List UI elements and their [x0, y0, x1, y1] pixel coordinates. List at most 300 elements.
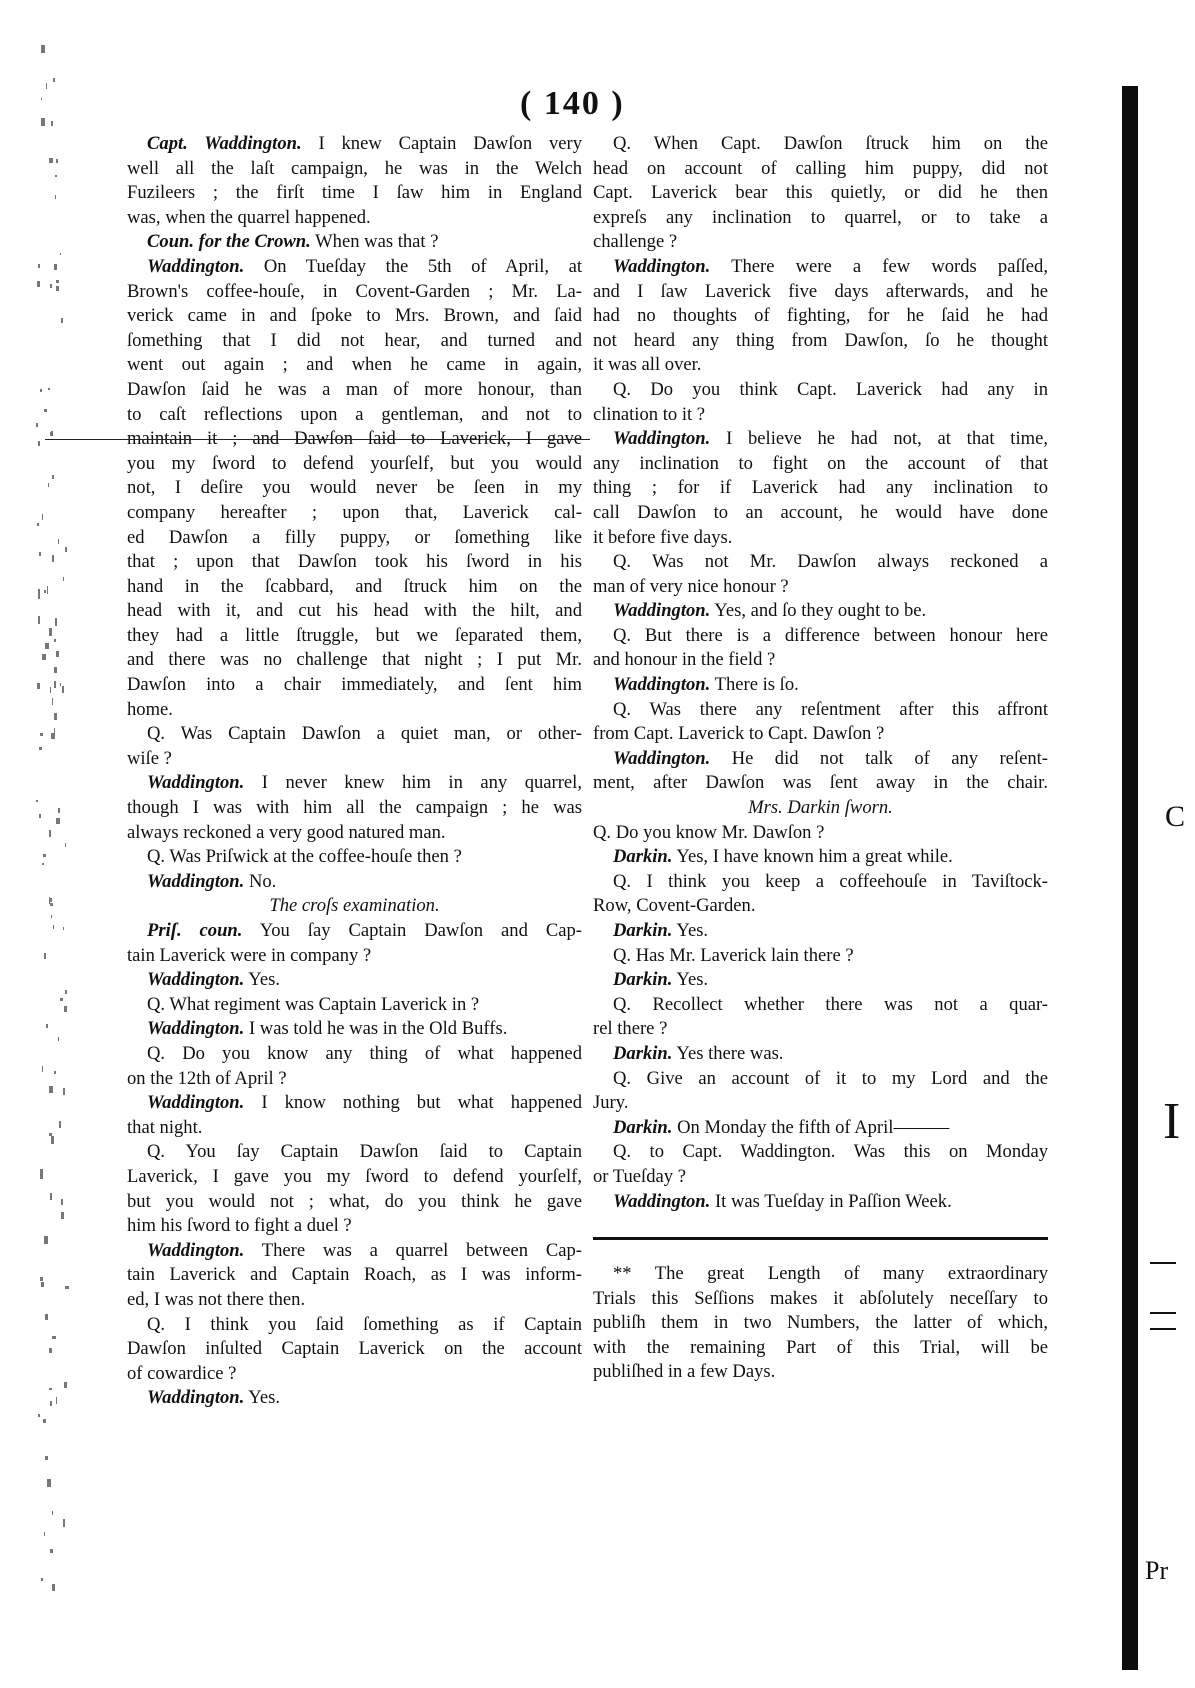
speckle	[44, 1236, 48, 1244]
speckle	[51, 733, 55, 739]
speckle	[55, 175, 57, 178]
right-column-line	[593, 968, 1048, 993]
right-column-line	[593, 1190, 1048, 1215]
speaker-label: Waddington.	[147, 1018, 245, 1040]
speckle	[58, 808, 60, 814]
right-column-line	[593, 575, 1048, 600]
line-text: maintain it ; and Dawſon ſaid to Laverick, I gave	[127, 428, 582, 450]
line-text: Q. Do you think Capt. Laverick had any in	[613, 378, 1048, 400]
right-column-line	[593, 255, 1048, 280]
line-text: went out again ; and when he came in again,	[127, 354, 582, 376]
left-column-line	[127, 1362, 582, 1387]
speckle	[56, 818, 60, 824]
line-text: ſomething that I did not hear, and turned and	[127, 329, 582, 351]
left-column-line	[127, 722, 582, 747]
left-column-line	[127, 1337, 582, 1362]
speckle	[56, 286, 59, 291]
speckle	[41, 1578, 43, 1581]
left-column-line	[127, 1017, 582, 1042]
left-column-line	[127, 1042, 582, 1067]
speckle	[39, 814, 41, 817]
left-column-line	[127, 157, 582, 182]
line-text: Fuzileers ; the firſt time I ſaw him in England	[127, 182, 582, 204]
speaker-label: Waddington.	[147, 1387, 245, 1409]
left-column-line	[127, 845, 582, 870]
speckle	[49, 628, 52, 635]
line-text: Yes, and ſo they ought to be.	[710, 600, 927, 622]
right-column-line	[593, 624, 1048, 649]
right-column-line	[593, 993, 1048, 1018]
speckle	[63, 1088, 65, 1094]
right-column-line	[593, 403, 1048, 428]
left-column-line	[127, 255, 582, 280]
speaker-label: Waddington.	[147, 255, 245, 277]
right-column-line	[593, 1116, 1048, 1141]
right-column-line	[593, 796, 1048, 821]
right-column-line	[593, 919, 1048, 944]
right-column-line	[593, 476, 1048, 501]
speaker-label: Darkin.	[613, 846, 673, 868]
left-column-line	[127, 181, 582, 206]
speckle	[54, 1071, 56, 1074]
speaker-label: Capt. Waddington.	[147, 133, 302, 154]
line-text: well all the laſt campaign, he was in the Welch	[127, 157, 582, 179]
left-column-line	[127, 796, 582, 821]
line-text: not heard any thing from Dawſon, ſo he thought	[593, 329, 1048, 351]
line-text: of cowardice ?	[127, 1362, 237, 1384]
speckle	[45, 643, 49, 649]
footnote-line	[593, 1360, 1048, 1385]
line-text: I never knew him in any quarrel,	[244, 772, 582, 794]
left-column-line	[127, 526, 582, 551]
speckle	[55, 195, 56, 199]
right-column-line	[593, 501, 1048, 526]
line-text: from Capt. Laverick to Capt. Dawſon ?	[593, 723, 885, 745]
line-text: ed Dawſon a filly puppy, or ſomething like	[127, 526, 582, 548]
line-text: On Tueſday the 5th of April, at	[244, 255, 582, 277]
line-text: man of very nice honour ?	[593, 575, 789, 597]
speckle	[49, 1388, 51, 1391]
speckle	[50, 432, 53, 436]
right-column-line	[593, 1042, 1048, 1067]
speckle	[39, 552, 40, 556]
speckle	[44, 409, 47, 412]
line-text: tain Laverick and Captain Roach, as I was inform-	[127, 1264, 582, 1286]
speckle	[48, 483, 49, 488]
line-text: Dawſon into a chair immediately, and ſent him	[127, 674, 582, 696]
right-column-line	[593, 427, 1048, 452]
speckle	[58, 539, 59, 544]
left-column-line	[127, 599, 582, 624]
speckle	[38, 264, 39, 268]
speckle	[53, 925, 54, 929]
speckle	[41, 1282, 44, 1288]
right-column-line	[593, 599, 1048, 624]
right-column-line	[593, 821, 1048, 846]
line-text: Laverick, I gave you my ſword to defend yourſelf,	[127, 1165, 582, 1187]
line-text: that ; upon that Dawſon took his ſword in his	[127, 551, 582, 573]
left-column-line	[127, 698, 582, 723]
right-column-line	[593, 206, 1048, 231]
speckle	[47, 586, 48, 594]
left-column-line	[127, 353, 582, 378]
line-text: ed, I was not there then.	[127, 1288, 306, 1310]
line-text: on the 12th of April ?	[127, 1067, 287, 1089]
right-column-line	[593, 280, 1048, 305]
line-text: Mrs. Darkin ſworn.	[748, 797, 893, 819]
speckle	[50, 284, 52, 288]
margin-bleed-letter: C	[1165, 800, 1186, 833]
line-text: head on account of calling him puppy, did not	[593, 157, 1048, 179]
left-column-line	[127, 944, 582, 969]
speckle	[63, 1519, 65, 1527]
left-column-line	[127, 821, 582, 846]
speckle	[40, 1277, 44, 1281]
line-text: that night.	[127, 1116, 203, 1138]
line-text: There were a few words paſſed,	[710, 255, 1048, 277]
right-column-line	[593, 698, 1048, 723]
speaker-label: Darkin.	[613, 920, 673, 941]
line-text: Q. Was Captain Dawſon a quiet man, or other-	[147, 723, 582, 745]
line-text: or Tueſday ?	[593, 1165, 686, 1187]
line-text: Q. I think you keep a coffeehouſe in Taviſtock-	[613, 870, 1048, 892]
line-text: Yes, I have known him a great while.	[672, 846, 953, 868]
line-text: Q. What regiment was Captain Laverick in ?	[147, 993, 480, 1015]
left-column-line	[127, 1214, 582, 1239]
speckle	[63, 577, 65, 580]
footnote-rule	[593, 1237, 1048, 1240]
left-column-line	[127, 1091, 582, 1116]
speckle	[52, 698, 53, 705]
right-column-line	[593, 1017, 1048, 1042]
speckle	[46, 83, 47, 89]
line-text: Q. Was there any reſentment after this affront	[613, 698, 1048, 720]
speckle	[51, 1136, 54, 1143]
left-column-line	[127, 452, 582, 477]
line-text: I knew Captain Dawſon very	[301, 133, 582, 154]
footnote-line	[593, 1287, 1048, 1312]
speckle	[58, 1037, 60, 1041]
speckle	[51, 121, 53, 126]
speaker-label: Waddington.	[613, 1190, 711, 1212]
line-text: Q. I think you ſaid ſomething as if Captain	[147, 1313, 582, 1335]
left-column-line	[127, 894, 582, 919]
speckle	[37, 281, 40, 287]
speckle	[38, 1414, 39, 1416]
left-column-line	[127, 919, 582, 944]
speckle	[36, 800, 38, 802]
speckle	[38, 616, 40, 624]
line-text: with the remaining Part of this Trial, will be	[593, 1336, 1048, 1358]
speckle	[52, 555, 53, 562]
line-text: Dawſon ſaid he was a man of more honour, than	[127, 378, 582, 400]
line-text: it was all over.	[593, 354, 702, 376]
line-text: verick came in and ſpoke to Mrs. Brown, and ſaid	[127, 305, 582, 327]
margin-bleed-dash	[1150, 1312, 1176, 1314]
speckle	[49, 897, 50, 904]
margin-bleed-dash	[1150, 1328, 1176, 1330]
speckle	[50, 1549, 54, 1553]
line-text: Brown's coffee-houſe, in Covent-Garden ; Mr. La-	[127, 280, 582, 302]
right-column-line	[593, 132, 1048, 157]
speaker-label: Waddington.	[147, 772, 245, 794]
left-column-line	[127, 1165, 582, 1190]
line-text: challenge ?	[593, 231, 678, 253]
left-column-line	[127, 1190, 582, 1215]
line-text: Q. Was not Mr. Dawſon always reckoned a	[613, 551, 1048, 573]
speckle	[49, 1086, 53, 1093]
line-text: There is ſo.	[710, 674, 799, 696]
speckle	[41, 118, 45, 126]
speckle	[56, 159, 58, 162]
line-text: Yes.	[244, 1387, 280, 1409]
line-text: always reckoned a very good natured man.	[127, 821, 446, 843]
speckle	[63, 927, 64, 930]
line-text: company hereafter ; upon that, Laverick cal-	[127, 501, 582, 523]
speckle	[40, 1169, 43, 1177]
left-column-line	[127, 132, 582, 157]
right-column-line	[593, 870, 1048, 895]
line-text: and I ſaw Laverick five days afterwards, and he	[593, 280, 1048, 302]
left-column-line	[127, 624, 582, 649]
speaker-label: Waddington.	[613, 600, 711, 622]
line-text: call Dawſon to an account, he would have done	[593, 501, 1048, 523]
left-column-line	[127, 993, 582, 1018]
right-column-line	[593, 378, 1048, 403]
line-text: home.	[127, 698, 173, 720]
line-text: Q. Was Priſwick at the coffee-houſe then ?	[147, 846, 462, 868]
line-text: When was that ?	[310, 231, 439, 253]
speckle	[65, 990, 67, 994]
left-column-line	[127, 550, 582, 575]
speaker-label: Waddington.	[613, 747, 711, 769]
speckle	[54, 264, 57, 270]
footnote-line	[593, 1311, 1048, 1336]
speckle	[56, 651, 59, 658]
speckle	[52, 1584, 55, 1591]
speckle	[65, 843, 66, 847]
strike-through-rule	[45, 439, 590, 440]
line-text: Dawſon inſulted Captain Laverick on the account	[127, 1338, 582, 1360]
speckle	[56, 1397, 58, 1404]
speckle	[51, 915, 52, 918]
speckle	[42, 863, 44, 865]
binding-shadow	[1122, 86, 1138, 1670]
right-column-line	[593, 1140, 1048, 1165]
speckle	[65, 547, 67, 552]
margin-bleed-letter: I	[1163, 1093, 1181, 1150]
line-text: you my ſword to defend yourſelf, but you would	[127, 452, 582, 474]
left-column-line	[127, 501, 582, 526]
left-column-line	[127, 329, 582, 354]
speckle	[60, 253, 61, 255]
line-text: him his ſword to fight a duel ?	[127, 1215, 352, 1237]
speckle	[61, 1212, 64, 1219]
line-text: Q. But there is a difference between honour here	[613, 624, 1048, 646]
speckle	[52, 1336, 56, 1339]
right-column-line	[593, 181, 1048, 206]
left-column-line	[127, 403, 582, 428]
right-column	[593, 132, 1048, 1214]
left-column-line	[127, 968, 582, 993]
line-text: it before five days.	[593, 526, 733, 548]
speckle	[61, 1199, 64, 1204]
speckle	[49, 830, 50, 837]
right-column-line	[593, 230, 1048, 255]
left-column-line	[127, 1116, 582, 1141]
line-text: Yes.	[672, 920, 709, 941]
speckle	[50, 1401, 53, 1406]
line-text: to caſt reflections upon a gentleman, and not to	[127, 403, 582, 425]
speaker-label: Waddington.	[613, 674, 711, 696]
line-text: Yes there was.	[672, 1042, 784, 1064]
margin-bleed-dash	[1150, 1262, 1176, 1264]
line-text: No.	[244, 870, 277, 892]
speckle	[36, 423, 37, 427]
line-text: Yes.	[244, 969, 280, 991]
line-text: Q. Do you know any thing of what happened	[147, 1042, 582, 1064]
line-text: and there was no challenge that night ; I put Mr.	[127, 649, 582, 671]
speckle	[43, 1419, 45, 1422]
speaker-label: Waddington.	[147, 1239, 245, 1261]
speckle	[52, 1511, 53, 1515]
left-column-line	[127, 575, 582, 600]
left-column-line	[127, 1140, 582, 1165]
speckle	[38, 589, 40, 597]
speckle	[45, 1314, 47, 1319]
line-text: and honour in the field ?	[593, 649, 776, 671]
line-text: Trials this Seſſions makes it abſolutely neceſſary to	[593, 1287, 1048, 1309]
line-text: hand in the ſcabbard, and ſtruck him on the	[127, 575, 582, 597]
left-column-line	[127, 280, 582, 305]
speckle	[39, 747, 42, 749]
speckle	[50, 1193, 52, 1201]
line-text: Q. Recollect whether there was not a quar-	[613, 993, 1048, 1015]
speckle	[41, 98, 42, 100]
speckle	[52, 475, 54, 478]
right-column-line	[593, 329, 1048, 354]
speaker-label: Priſ. coun.	[147, 920, 243, 941]
speaker-label: Waddington.	[613, 428, 711, 450]
speaker-label: Waddington.	[147, 969, 245, 991]
left-column-line	[127, 771, 582, 796]
left-column-line	[127, 378, 582, 403]
speaker-label: Waddington.	[147, 870, 245, 892]
footnote-line	[593, 1262, 1048, 1287]
speckle	[61, 318, 63, 323]
line-text: You ſay Captain Dawſon and Cap-	[242, 920, 582, 941]
speckle	[37, 683, 40, 689]
speckle	[49, 1348, 51, 1353]
speckle	[64, 1382, 67, 1388]
line-text: Q. Do you know Mr. Dawſon ?	[593, 821, 825, 843]
line-text: On Monday the fifth of April———	[672, 1116, 950, 1138]
speckle	[65, 1286, 69, 1289]
left-column-line	[127, 304, 582, 329]
speckle	[44, 1532, 45, 1536]
left-column-line	[127, 870, 582, 895]
speckle	[55, 618, 57, 626]
page-number: ( 140 )	[520, 85, 625, 122]
speckle	[38, 441, 40, 446]
speckle	[64, 1006, 67, 1012]
line-text: Yes.	[672, 969, 709, 991]
speaker-label: Coun. for the Crown.	[147, 231, 311, 253]
speckle	[48, 388, 50, 390]
line-text: Q. When Capt. Dawſon ſtruck him on the	[613, 133, 1048, 154]
left-column-line	[127, 1263, 582, 1288]
left-column-line	[127, 230, 582, 255]
speckle	[49, 1133, 52, 1136]
line-text: Row, Covent-Garden.	[593, 895, 756, 917]
line-text: thing ; for if Laverick had any inclination to	[593, 477, 1048, 499]
line-text: *⁤* The great Length of many extraordinary	[613, 1263, 1048, 1284]
right-column-line	[593, 353, 1048, 378]
speckle	[46, 1024, 47, 1029]
line-text: though I was with him all the campaign ; he was	[127, 797, 582, 819]
right-column-line	[593, 648, 1048, 673]
speckle	[40, 733, 44, 736]
line-text: I was told he was in the Old Buffs.	[244, 1018, 508, 1040]
speckle	[42, 1066, 44, 1072]
speckle	[56, 280, 59, 283]
speaker-label: Darkin.	[613, 969, 673, 991]
left-column-line	[127, 673, 582, 698]
speckle	[42, 514, 43, 520]
speckle	[54, 681, 56, 688]
line-text: any inclination to fight on the account of that	[593, 452, 1048, 474]
gutter-speckles	[36, 40, 76, 1640]
right-column-line	[593, 845, 1048, 870]
line-text: Q. Give an account of it to my Lord and the	[613, 1067, 1048, 1089]
line-text: publiſh them in two Numbers, the latter of which,	[593, 1312, 1048, 1334]
speckle	[47, 1479, 50, 1487]
speckle	[44, 953, 45, 959]
right-column-line	[593, 526, 1048, 551]
speckle	[53, 78, 55, 82]
line-text: expreſs any inclination to quarrel, or to take a	[593, 206, 1048, 228]
speckle	[60, 998, 63, 1000]
line-text: I know nothing but what happened	[244, 1092, 582, 1114]
right-column-line	[593, 1067, 1048, 1092]
speaker-label: Darkin.	[613, 1116, 673, 1138]
right-column-line	[593, 673, 1048, 698]
line-text: wiſe ?	[127, 747, 172, 769]
speckle	[49, 158, 53, 163]
speckle	[44, 590, 46, 593]
line-text: but you would not ; what, do you think he gave	[127, 1190, 582, 1212]
line-text: There was a quarrel between Cap-	[244, 1239, 582, 1261]
right-column-line	[593, 1165, 1048, 1190]
right-column-line	[593, 894, 1048, 919]
speckle	[54, 639, 55, 642]
left-column-line	[127, 206, 582, 231]
right-column-line	[593, 550, 1048, 575]
line-text: rel there ?	[593, 1018, 668, 1040]
right-column-line	[593, 1091, 1048, 1116]
left-column-line	[127, 747, 582, 772]
speckle	[62, 686, 64, 693]
line-text: Q. Has Mr. Laverick lain there ?	[613, 944, 854, 966]
right-column-line	[593, 452, 1048, 477]
line-text: Capt. Laverick bear this quietly, or did he then	[593, 182, 1048, 204]
left-column-line	[127, 1386, 582, 1411]
line-text: I believe he had not, at that time,	[710, 428, 1048, 450]
speaker-label: Waddington.	[613, 255, 711, 277]
speckle	[37, 523, 40, 525]
line-text: they had a little ſtruggle, but we ſeparated them,	[127, 624, 582, 646]
line-text: ment, after Dawſon was ſent away in the chair.	[593, 772, 1048, 794]
